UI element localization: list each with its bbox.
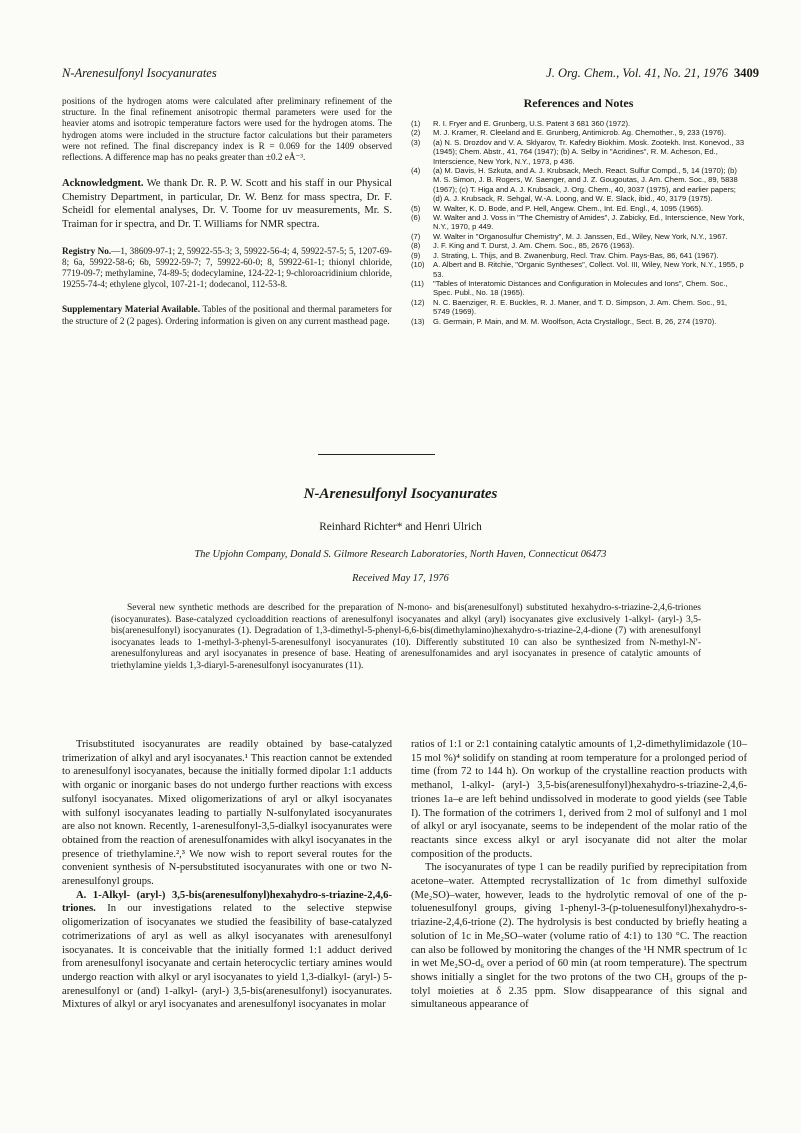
section-a-heading: A. 1-Alkyl- (aryl-) 3,5-bis(arenesulfonyl)hexahydro-s-triazine-2,4,6-triones.: [62, 889, 392, 915]
reference-item: [411, 260, 746, 279]
page-number: 3409: [734, 66, 759, 80]
reference-item: [411, 166, 746, 204]
reference-text: W. Walter in "Organosulfur Chemistry", M. J. Janssen, Ed., Wiley, New York, N.Y., 1967.: [433, 231, 728, 241]
reference-number: (9): [411, 250, 421, 260]
references-section: [411, 96, 746, 326]
reference-item: [411, 317, 746, 326]
journal-name: J. Org. Chem., Vol. 41, No. 21, 1976: [546, 66, 728, 80]
reference-text: A. Albert and B. Ritchie, "Organic Syntheses", Collect. Vol. III, Wiley, New York, N.Y., 1955, p 53.: [433, 260, 744, 279]
section-a-text: In our investigations related to the selective stepwise oligomerization of isocyanates we studied the feasibility of base-catalyzed cotrimerizations of aryl as well as alkyl isocyanates with arenesulfonyl isocyanates. It is conceivable that the initially formed 1:1 adduct derived from arenesulfonyl isocyanate and certain heterocyclic tertiary amines would undergo reaction with alkyl or aryl isocyanates to yield 1,3-dialkyl- (aryl-) 5-arenesulfonyl or (and) 1-alkyl- (aryl-) 3,5-bis(arenesulfonyl) isocyanurates. Mixtures of alkyl or aryl isocyanates and arenesulfonyl isocyanates in molar: [62, 903, 392, 1011]
reference-item: [411, 204, 746, 213]
article-title: N-Arenesulfonyl Isocyanurates: [303, 486, 498, 502]
article-affiliation: The Upjohn Company, Donald S. Gilmore Research Laboratories, North Haven, Connecticut 06473: [194, 549, 607, 560]
references-title: References and Notes: [523, 96, 634, 110]
reference-item: [411, 241, 746, 250]
reference-text: N. C. Baenziger, R. E. Buckles, R. J. Maner, and T. D. Simpson, J. Am. Chem. Soc., 91, 5749 (1969).: [433, 297, 728, 317]
reference-text: J. Strating, L. Thijs, and B. Zwanenburg, Recl. Trav. Chim. Pays-Bas, 86, 641 (1967).: [433, 250, 719, 260]
reference-text: W. Walter and J. Voss in "The Chemistry of Amides", J. Zabicky, Ed., Interscience, New York, N.Y., 1970, p 449.: [433, 213, 745, 232]
reference-number: (10): [411, 260, 425, 270]
running-head: N-Arenesulfonyl Isocyanurates: [62, 66, 217, 80]
reference-list: [411, 119, 746, 326]
reference-number: (8): [411, 241, 421, 251]
received-date: Received May 17, 1976: [352, 573, 449, 584]
supplementary-material: [62, 304, 392, 326]
reference-number: (5): [411, 203, 421, 213]
reference-item: [411, 138, 746, 166]
reference-text: M. J. Kramer, R. Cleeland and E. Grunberg, Antimicrob. Ag. Chemother., 9, 233 (1976).: [433, 128, 726, 138]
reference-item: [411, 279, 746, 298]
reference-item: [411, 298, 746, 317]
acknowledgment: [62, 177, 392, 231]
reference-number: (13): [411, 316, 425, 326]
reference-number: (11): [411, 278, 424, 288]
reference-number: (12): [411, 297, 425, 307]
reference-item: [411, 119, 746, 128]
reference-number: (1): [411, 119, 421, 128]
reference-text: (a) N. S. Drozdov and V. A. Sklyarov, Tr. Kafedry Biokhim. Mosk. Zootekh. Inst. Konevod., 33 (1945); Chem. Abstr., 41, 764 (1947); (b) A. Selby in "Acridines", R. M. Acheson, Ed., Interscience, New York, N.Y., 1973, p 436.: [433, 137, 745, 166]
section-divider: [318, 454, 435, 455]
supp-label: Supplementary Material Available.: [62, 304, 200, 315]
reference-item: [411, 251, 746, 260]
ack-label: Acknowledgment.: [62, 178, 144, 190]
reference-text: W. Walter, K. D. Bode, and P. Hell, Angew. Chem., Int. Ed. Engl., 4, 1095 (1965).: [433, 203, 704, 213]
reference-text: "Tables of Interatomic Distances and Configuration in Molecules and Ions", Chem. Soc., Spec. Publ., No. 18 (1965).: [433, 278, 728, 298]
intro-paragraph: Trisubstituted isocyanurates are readily obtained by base-catalyzed trimerization of alkyl and aryl isocyanates.¹ This reaction cannot be extended to arenesulfonyl isocyanates, because the initially formed dipolar 1:1 adducts with organic or inorganic bases do not undergo further reactions with excess sulfonyl isocyanates. Mixed oligomerizations of aryl or alkyl isocyanates with sulfonyl isocyanates leading to partially N-sulfonylated isocyanurates are also not known. Recently, 1-arenesulfonyl-3,5-dialkyl isocyanurates were obtained from the reaction of arenesulfonamides with alkyl isocyanates in the presence of triethylamine.²,³ We now wish to report several routes for the convenient synthesis of N-persubstituted isocyanurates with one or two N-arenesulfonyl groups.: [62, 739, 392, 888]
reference-item: [411, 213, 746, 232]
reference-text: R. I. Fryer and E. Grunberg, U.S. Patent 3 681 360 (1972).: [433, 119, 631, 128]
right-paragraph-2: The isocyanurates of type 1 can be readily purified by reprecipitation from acetone–water. Attempted recrystallization of 1c from dimethyl sulfoxide (Me₂SO)–water, however, leads to the hydrolytic removal of one of the p-toluenesulfonyl groups, giving 1-phenyl-3-(p-toluenesulfonyl)hexahydro-s-triazine-2,4,6-trione (2). The hydrolysis is best conducted by briefly heating a solution of 1c in Me₂SO–water (volume ratio of 4:1) to 130 °C. The reaction can also be followed by monitoring the changes of the ¹H NMR spectrum of 1c in wet Me₂SO-d₆ over a period of 60 min (at room temperature). The spectrum shows initially a singlet for the two protons of the two CH₃ groups of the p-tolyl moieties at δ 2.35 ppm. Slow disappearance of this signal and simultaneous appearance of: [411, 862, 747, 1011]
article-authors: Reinhard Richter* and Henri Ulrich: [319, 521, 482, 533]
reference-number: (4): [411, 166, 421, 176]
right-paragraph-1: ratios of 1:1 or 2:1 containing catalytic amounts of 1,2-dimethylimidazole (10–15 mol %)⁴ solidify on standing at room temperature for a prolonged period of time (from 72 to 144 h). On workup of the crystalline reaction products with methanol, 1-alkyl- (aryl-) 3,5-bis(arenesulfonyl)hexahydro-s-triazine-2,4,6-triones 1a–e are left behind undissolved in moderate to good yields (see Table I). The formation of the cotrimers 1, derived from 2 mol of sulfonyl and 1 mol of alkyl or aryl isocyanate, seems to be independent of the molar ratio of the reactants since excess alkyl or aryl isocyanate did not alter the molar composition of the products.: [411, 739, 747, 860]
body-left-column: [62, 738, 392, 1012]
registry-text: —1, 38609-97-1; 2, 59922-55-3; 3, 59922-56-4; 4, 59922-57-5; 5, 1207-69-8; 6a, 59922-58-6; 6b, 59922-59-7; 7, 59922-60-0; 8, 59922-61-1; thionyl chloride, 7719-09-7; methylamine, 74-89-5; dodecylamine, 124-22-1; 9-chloroacridinium chloride, 19255-74-4; ethylene glycol, 107-21-1; dodecanol, 112-53-8.: [62, 245, 392, 290]
section-a-paragraph: [62, 889, 392, 1012]
registry-label: Registry No.: [62, 245, 112, 256]
reference-text: J. F. King and T. Durst, J. Am. Chem. Soc., 85, 2676 (1963).: [433, 241, 635, 251]
reference-number: (3): [411, 137, 421, 147]
ack-text: We thank Dr. R. P. W. Scott and his staff in our Physical Chemistry Department, in particular, Dr. W. Benz for mass spectra, Dr. F. Scheidl for elemental analyses, Dr. V. Toome for uv measurements, Mr. S. Traiman for ir spectra, and Dr. T. Williams for NMR spectra.: [62, 178, 392, 230]
reference-number: (7): [411, 231, 421, 241]
registry-numbers: [62, 246, 392, 291]
reference-number: (2): [411, 128, 421, 138]
reference-text: (a) M. Davis, H. Szkuta, and A. J. Krubsack, Mech. React. Sulfur Compd., 5, 14 (1970); (b) M. S. Simon, J. B. Rogers, W. Saenger, and J. Z. Gougoutas, J. Am. Chem. Soc., 89, 5838 (1967); (c) T. Higa and A. J. Krubsack, J. Org. Chem., 40, 3037 (1975), and earlier papers; (d) A. J. Krubsack, R. Sehgal, W.-A. Loong, and W. E. Slack, ibid., 40, 3179 (1975).: [433, 166, 738, 204]
article-abstract: Several new synthetic methods are described for the preparation of N-mono- and bis(arenesulfonyl) substituted hexahydro-s-triazine-2,4,6-triones (isocyanurates). Base-catalyzed cycloaddition reactions of arenesulfonyl isocyanates and alkyl (aryl) isocyanates give exclusively 1-alkyl- (aryl-) 3,5-bis(arenesulfonyl) isocyanurates (1). Degradation of 1,3-dimethyl-5-phenyl-6,6-bis(dimethylamino)hexahydro-s-triazine-2,4-dione (7) with arenesulfonyl isocyanates leads to 1-methyl-3-phenyl-5-arenesulfonyl isocyanurates (10). Differently substituted 10 can also be synthesized from N-methyl-N′-arenesulfonylureas and aryl isocyanates in presence of base. Heating of arenesulfonamides and aryl isocyanates in presence of catalytic amounts of triethylamine yields 1,3-diaryl-5-arenesulfonyl isocyanurates (11).: [111, 603, 701, 671]
reference-item: [411, 128, 746, 137]
reference-item: [411, 232, 746, 241]
reference-number: (6): [411, 213, 421, 223]
journal-citation: [546, 66, 759, 81]
reference-text: G. Germain, P. Main, and M. M. Woolfson, Acta Crystallogr., Sect. B, 26, 274 (1970).: [433, 316, 717, 326]
body-right-column: [411, 738, 747, 1012]
left-top-column: [62, 96, 392, 327]
supp-text: Tables of the positional and thermal parameters for the structure of 2 (2 pages). Ordering information is given on any current masthead page.: [62, 304, 392, 326]
structure-refinement-text: positions of the hydrogen atoms were calculated after preliminary refinement of the structure. In the final refinement anisotropic thermal parameters were used for the heavier atoms and isotropic temperature factors were used for the hydrogen atoms. The hydrogen atoms were included in the structure factor calculations but their parameters were not refined. The final discrepancy index is R = 0.069 for the 1409 observed reflections. A difference map has no peaks greater than ±0.2 eÅ⁻³.: [62, 96, 392, 163]
